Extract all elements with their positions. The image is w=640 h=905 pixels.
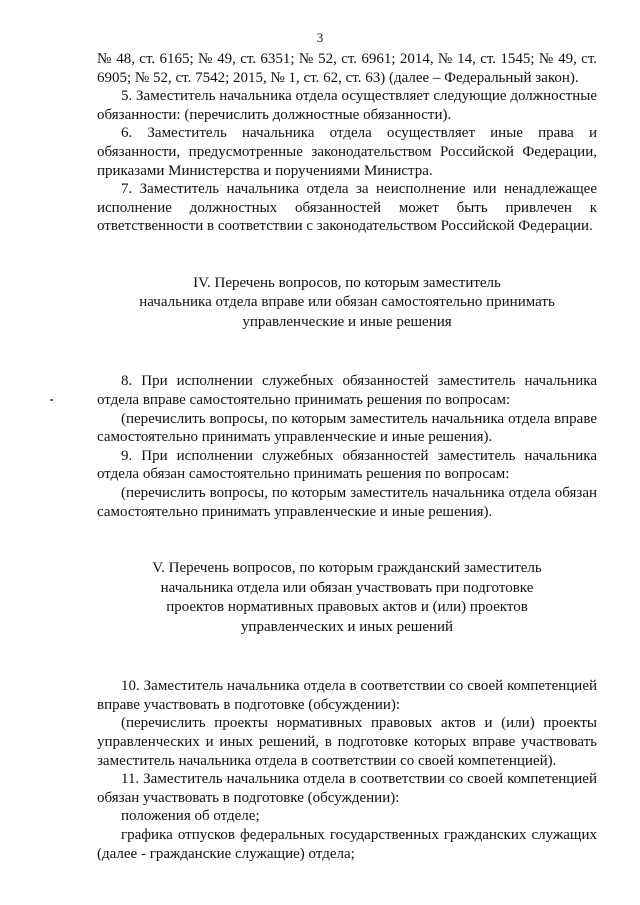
spacer (97, 521, 597, 559)
paragraph: положения об отделе; (121, 808, 260, 825)
section-heading-line: начальника отдела или обязан участвовать при подготовке (160, 579, 534, 596)
section-heading-line: V. Перечень вопросов, по которым гражданский заместитель (152, 560, 542, 577)
section-heading-line: управленческие и иные решения (242, 313, 452, 330)
paragraph: 6. Заместитель начальника отдела осуществляет иные права и обязанности, предусмотренные законодательством Российской Федерации, приказами Министерства и поручениями Министра. (97, 125, 597, 179)
paragraph: 8. При исполнении служебных обязанностей заместитель начальника отдела вправе самостоятельно принимать решения по вопросам: (97, 373, 597, 409)
section-heading (97, 559, 597, 637)
paragraph: 10. Заместитель начальника отдела в соответствии со своей компетенцией вправе участвовать в подготовке (обсуждении): (97, 678, 597, 713)
paragraph: графика отпусков федеральных государственных гражданских служащих (далее - гражданские служащие) отдела; (97, 826, 597, 862)
section-heading-line: проектов нормативных правовых актов и (или) проектов (166, 599, 528, 616)
spacer (97, 332, 597, 372)
paragraph: (перечислить вопросы, по которым заместитель начальника отдела обязан самостоятельно принимать управленческие и иные решения). (97, 485, 597, 520)
paragraph: 11. Заместитель начальника отдела в соответствии со своей компетенцией обязан участвовать в подготовке (обсуждении): (97, 771, 597, 806)
spacer (97, 637, 597, 677)
section-heading-line: начальника отдела вправе или обязан самостоятельно принимать (139, 294, 555, 311)
paragraph: (перечислить проекты нормативных правовых актов и (или) проекты управленческих и иных решений, в подготовке которых вправе участвовать заместитель начальника отдела в соответствии со своей компетенцией). (97, 715, 597, 769)
section-heading-line: IV. Перечень вопросов, по которым заместитель (193, 274, 501, 291)
margin-mark (50, 399, 53, 401)
section-heading-line: управленческих и иных решений (240, 618, 454, 635)
paragraph: № 48, ст. 6165; № 49, ст. 6351; № 52, ст. 6961; 2014, № 14, ст. 1545; № 49, ст. 6905; № 52, ст. 7542; 2015, № 1, ст. 62, ст. 63) (далее – Федеральный закон). (97, 51, 597, 86)
spacer (97, 236, 597, 274)
document-body (97, 50, 597, 863)
paragraph: 5. Заместитель начальника отдела осуществляет следующие должностные обязанности: (перечислить должностные обязанности). (97, 88, 597, 123)
paragraph: 7. Заместитель начальника отдела за неисполнение или ненадлежащее исполнение должностных обязанностей может быть привлечен к ответственности в соответствии с законодательством Российской Федерации. (97, 181, 597, 235)
paragraph: 9. При исполнении служебных обязанностей заместитель начальника отдела обязан самостоятельно принимать решения по вопросам: (97, 447, 597, 483)
paragraph: (перечислить вопросы, по которым заместитель начальника отдела вправе самостоятельно принимать управленческие и иные решения). (97, 410, 597, 446)
section-heading (97, 274, 597, 333)
page-number: 3 (316, 30, 324, 45)
